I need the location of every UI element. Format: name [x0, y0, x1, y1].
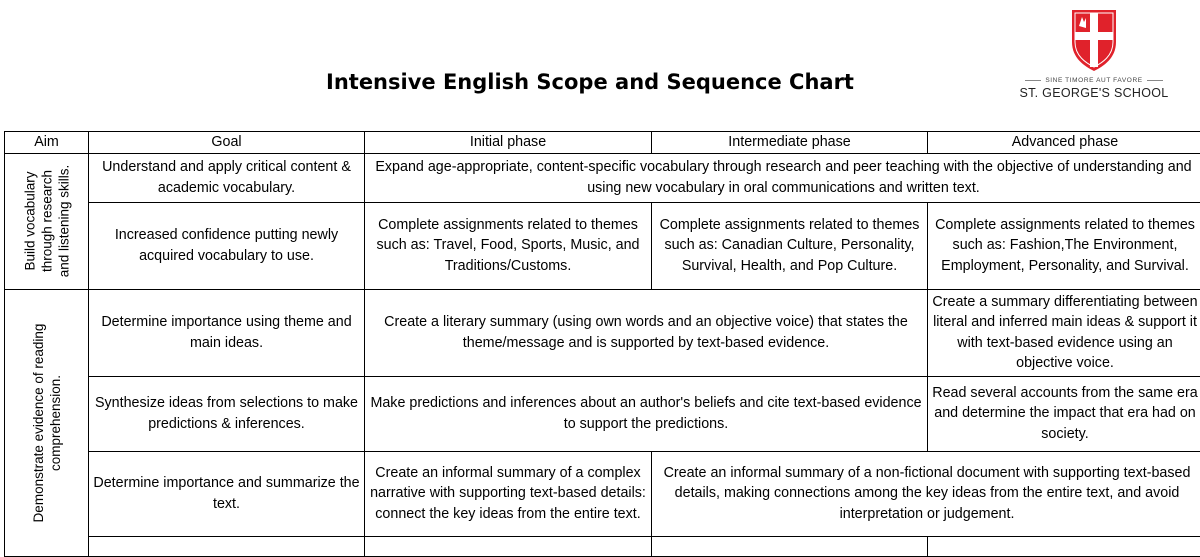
aim-reading	[5, 289, 89, 556]
header-row	[5, 132, 1200, 154]
phase-cell: Create an informal summary of a non-fictional document with supporting text-based details, making connections among the key ideas from the entire text, and avoid interpretation or judgement.	[652, 451, 1200, 536]
table-row	[5, 451, 1200, 536]
intermediate-cell: Complete assignments related to themes such as: Canadian Culture, Personality, Survival, Health, and Pop Culture.	[652, 202, 928, 289]
phase-cell: Make predictions and inferences about an author's beliefs and cite text-based evidence to support the predictions.	[365, 376, 928, 451]
goal-cell: Understand and apply critical content & academic vocabulary.	[89, 153, 365, 202]
header-advanced: Advanced phase	[928, 132, 1200, 154]
aim-vocabulary	[5, 153, 89, 289]
goal-cell: Synthesize ideas from selections to make predictions & inferences.	[89, 376, 365, 451]
header-aim: Aim	[5, 132, 89, 154]
initial-cell: Create an informal summary of a complex narrative with supporting text-based details: connect the key ideas from the entire text.	[365, 451, 652, 536]
school-name: ST. GEORGE'S SCHOOL	[1010, 86, 1178, 100]
header-goal: Goal	[89, 132, 365, 154]
goal-cell: Increased confidence putting newly acquired vocabulary to use.	[89, 202, 365, 289]
phase-cell: Create a literary summary (using own words and an objective voice) that states the theme/message and is supported by text-based evidence.	[365, 289, 928, 376]
table-row	[5, 153, 1200, 202]
table-row	[5, 202, 1200, 289]
school-motto: SINE TIMORE AUT FAVORE	[1010, 77, 1178, 84]
advanced-cell: Read several accounts from the same era and determine the impact that era had on society.	[928, 376, 1200, 451]
page-title: Intensive English Scope and Sequence Chart	[0, 70, 1180, 94]
phase-cell: Expand age-appropriate, content-specific vocabulary through research and peer teaching with the objective of understanding and using new vocabulary in oral communications and written text.	[365, 153, 1200, 202]
aim-line: and listening skills.	[55, 165, 72, 278]
shield-icon	[1070, 8, 1118, 72]
table-row	[5, 289, 1200, 376]
table-row-partial	[5, 536, 1200, 556]
aim-line: through research	[38, 165, 55, 278]
goal-cell: Determine importance using theme and main ideas.	[89, 289, 365, 376]
advanced-cell: Create a summary differentiating between literal and inferred main ideas & support it with text-based evidence using an objective voice.	[928, 289, 1200, 376]
advanced-cell: Complete assignments related to themes such as: Fashion,The Environment, Employment, Personality, and Survival.	[928, 202, 1200, 289]
goal-cell: Determine importance and summarize the text.	[89, 451, 365, 536]
aim-line: comprehension.	[47, 323, 64, 522]
header-initial: Initial phase	[365, 132, 652, 154]
scope-sequence-table	[4, 131, 1200, 557]
school-logo	[1010, 8, 1180, 100]
header-intermediate: Intermediate phase	[652, 132, 928, 154]
aim-line: Demonstrate evidence of reading	[30, 323, 47, 522]
initial-cell: Complete assignments related to themes such as: Travel, Food, Sports, Music, and Traditions/Customs.	[365, 202, 652, 289]
table-row	[5, 376, 1200, 451]
aim-line: Build vocabulary	[21, 165, 38, 278]
